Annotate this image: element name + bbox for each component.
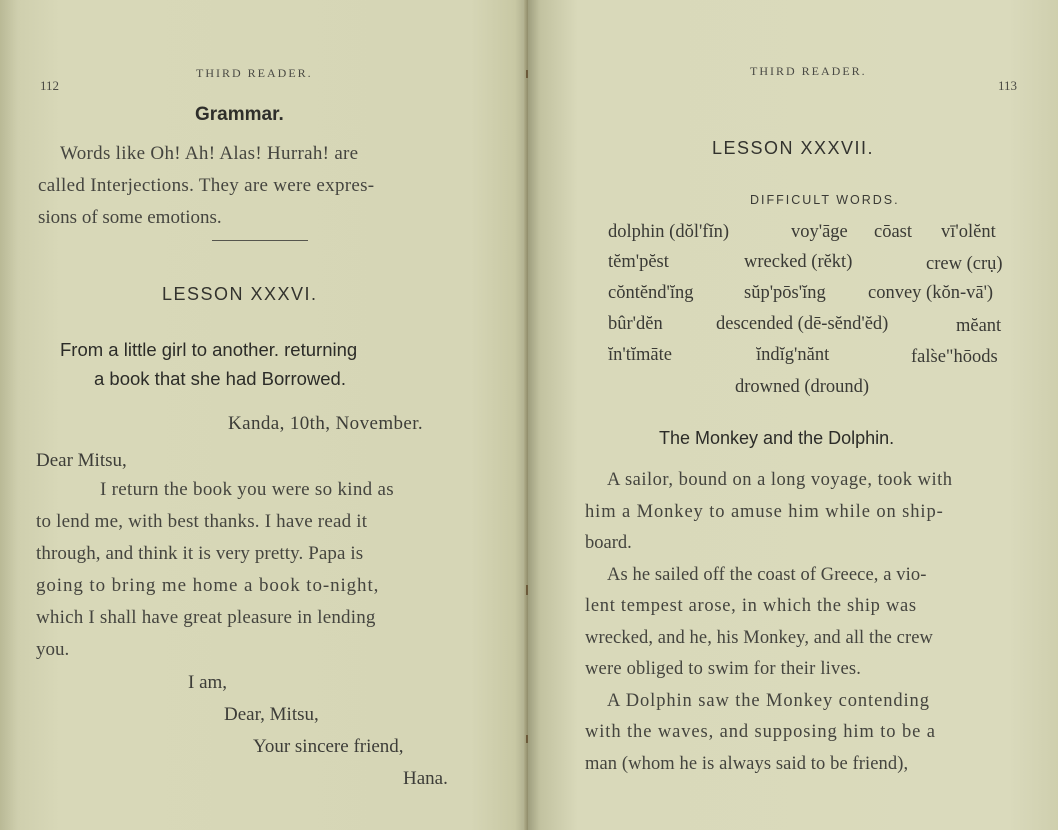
letter-line-5: which I shall have great pleasure in lending: [36, 607, 376, 628]
word-violent: vī'olĕnt: [941, 222, 996, 242]
word-contending: cŏntĕnd'ĭng: [608, 283, 694, 303]
lesson-37-title: LESSON XXXVII.: [712, 138, 875, 158]
letter-closing-1: I am,: [188, 672, 228, 693]
letter-line-6: you.: [36, 639, 70, 660]
story-line-1: A sailor, bound on a long voyage, took with: [607, 470, 953, 490]
grammar-line-1: Words like Oh! Ah! Alas! Hurrah! are: [60, 143, 359, 164]
grammar-paragraph: [38, 138, 490, 234]
story-line-8: A Dolphin saw the Monkey contending: [607, 690, 930, 711]
grammar-line-2: called Interjections. They are were expres-: [38, 175, 375, 196]
story-text: [585, 465, 1037, 780]
word-coast: cōast: [874, 222, 913, 242]
right-running-head: THIRD READER.: [750, 64, 867, 78]
story-line-9: with the waves, and supposing him to be a: [585, 722, 936, 742]
section-divider: [212, 240, 308, 241]
letter-line-2: to lend me, with best thanks. I have read it: [36, 511, 368, 532]
story-line-10: man (whom he is always said to be friend),: [585, 753, 909, 774]
word-intimate: ĭn'tĭmāte: [608, 345, 672, 365]
letter-subtitle-line-1: From a little girl to another. returning: [60, 339, 358, 360]
letter-closing-2: Dear, Mitsu,: [224, 704, 319, 725]
letter-signature: Hana.: [403, 768, 448, 789]
word-supposing: sŭp'pōs'ĭng: [744, 283, 826, 303]
grammar-line-3: sions of some emotions.: [38, 207, 222, 228]
lesson-36-title: LESSON XXXVI.: [162, 284, 318, 304]
letter-closing-3: Your sincere friend,: [253, 736, 404, 757]
word-crew: crew (crụ): [926, 254, 1003, 274]
left-running-head: THIRD READER.: [196, 66, 313, 80]
word-dolphin: dolphin (dŏl'fĭn): [608, 222, 729, 242]
word-burden: bûr'dĕn: [608, 314, 663, 334]
right-page: [528, 0, 1058, 830]
story-line-6: wrecked, and he, his Monkey, and all the crew: [585, 627, 933, 648]
left-page-number: 112: [40, 78, 60, 93]
right-page-number: 113: [998, 78, 1018, 93]
word-wrecked: wrecked (rĕkt): [744, 252, 853, 272]
left-page: [0, 0, 528, 830]
letter-line-3: through, and think it is very pretty. Papa is: [36, 543, 364, 564]
word-convey: convey (kŏn-vā'): [868, 283, 994, 303]
word-drowned: drowned (dround): [735, 377, 870, 397]
difficult-words-heading: DIFFICULT WORDS.: [750, 193, 900, 207]
grammar-heading: Grammar.: [195, 104, 284, 125]
letter-line-4: going to bring me home a book to-night,: [36, 575, 380, 596]
word-voyage: voy'āge: [791, 222, 848, 242]
letter-salutation: Dear Mitsu,: [36, 450, 127, 471]
story-line-4: As he sailed off the coast of Greece, a vio-: [607, 564, 927, 585]
letter-body: [36, 474, 492, 666]
letter-place-date: Kanda, 10th, November.: [228, 413, 424, 434]
word-falsehoods: fals̀e"hōods: [911, 347, 998, 367]
word-indignant: ĭndĭg'nănt: [756, 345, 830, 365]
word-tempest: tĕm'pĕst: [608, 252, 669, 272]
story-line-5: lent tempest arose, in which the ship was: [585, 596, 917, 616]
story-line-2: him a Monkey to amuse him while on ship-: [585, 501, 944, 522]
story-line-7: were obliged to swim for their lives.: [585, 659, 862, 679]
story-line-3: board.: [585, 533, 632, 553]
letter-line-1: I return the book you were so kind as: [100, 479, 394, 500]
word-meant: mĕant: [956, 316, 1002, 336]
letter-subtitle-line-2: a book that she had Borrowed.: [94, 368, 346, 389]
word-descended: descended (dē-sĕnd'ĕd): [716, 314, 889, 334]
story-title: The Monkey and the Dolphin.: [659, 428, 895, 448]
